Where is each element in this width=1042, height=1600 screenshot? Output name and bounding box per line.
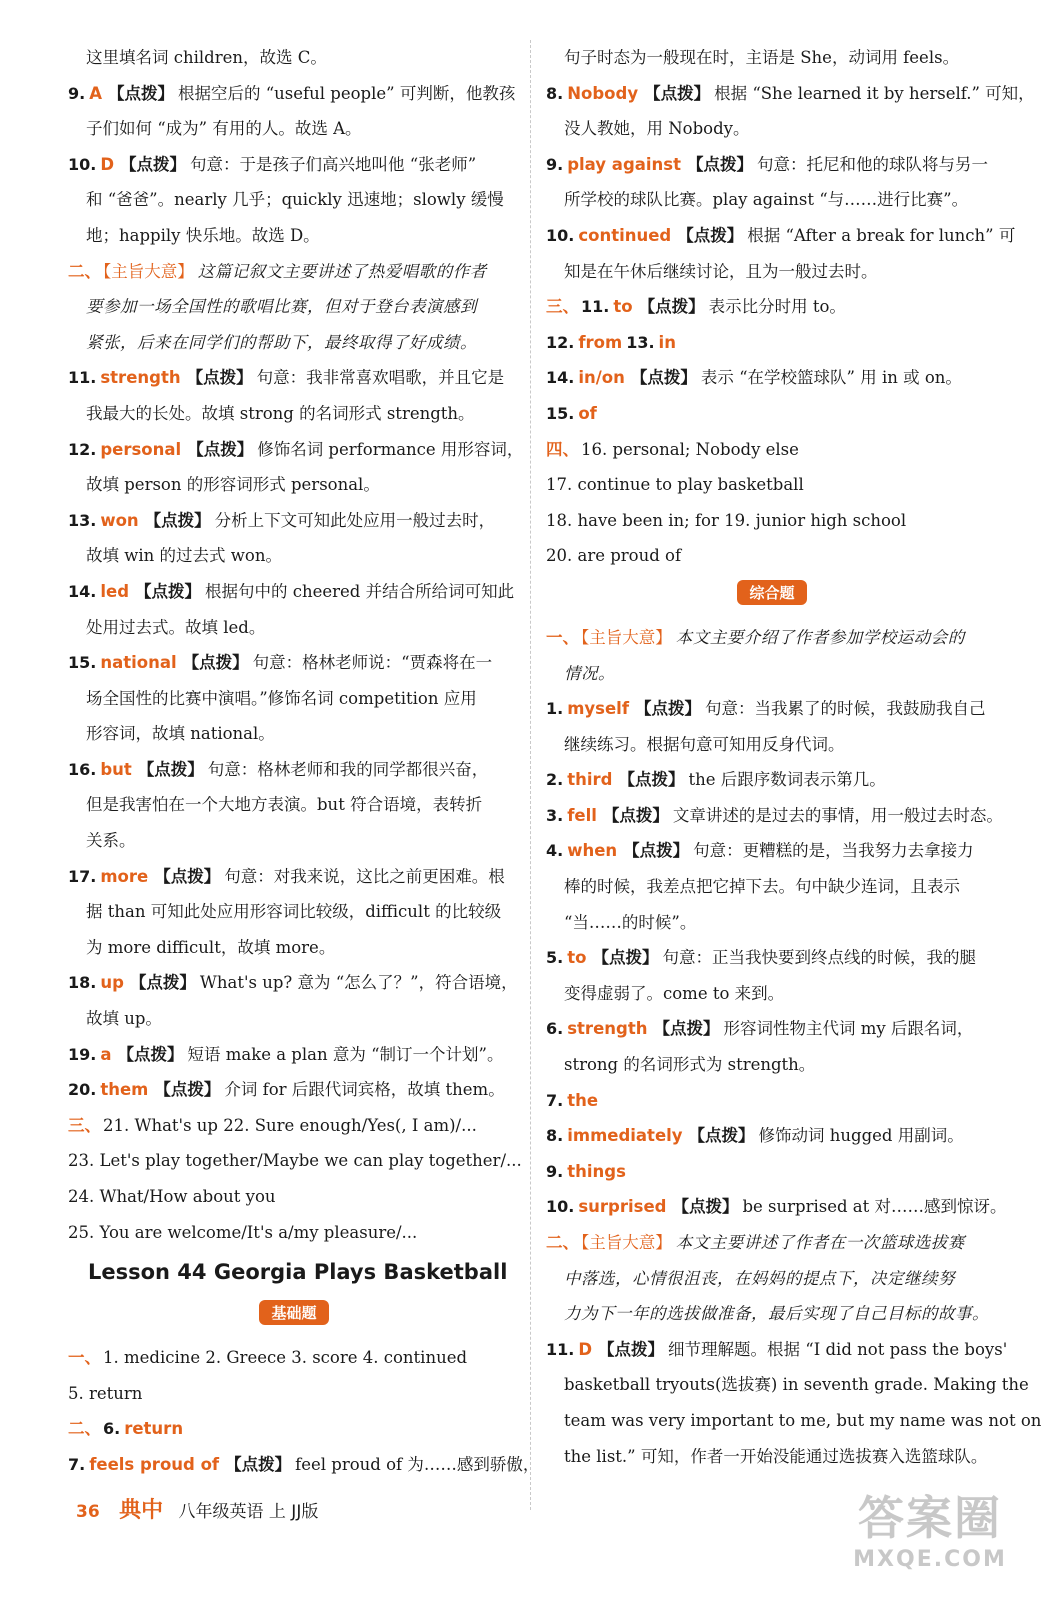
answer-key: the [567,1090,599,1110]
answer-line [68,325,520,361]
section-number: 三、 [68,1115,101,1135]
answer-line [546,1154,998,1190]
answer-line [68,182,520,218]
line-text: 句意：于是孩子们高兴地叫他 “张老师” [190,154,477,174]
answer-line [68,1143,520,1179]
line-text: 这篇记叙文主要讲述了热爱唱歌的作者 [197,261,487,281]
line-text: 根据空后的 “useful people” 可判断，他教孩 [178,83,516,103]
hint-tag: 【点拨】 [187,439,254,459]
answer-key: but [100,759,132,779]
hint-tag: 【点拨】 [154,1080,221,1100]
line-text: 中落选，心情很沮丧，在妈妈的提点下，决定继续努 [564,1268,955,1288]
question-number: 12. [546,332,575,352]
answer-line [546,833,998,869]
line-text: 形容词性物主代词 my 后跟名词， [723,1019,974,1039]
answer-key: play against [567,154,682,174]
question-number: 14. [68,581,97,601]
question-number: 7. [68,1454,86,1474]
answer-line [68,574,520,610]
question-number: 12. [68,439,97,459]
answer-line [546,762,998,798]
line-text: strong 的名词形式为 strength。 [564,1055,816,1075]
section-number: 一、 [68,1348,101,1368]
question-number: 13. [68,510,97,530]
answer-line [68,787,520,823]
line-text: 17. continue to play basketball [546,475,804,495]
hint-tag: 【点拨】 [623,841,690,861]
answer-key: in/on [578,368,625,388]
question-number: 5. [546,948,564,968]
hint-tag: 【点拨】 [635,699,702,719]
answer-key: them [100,1080,149,1100]
answer-key: when [567,841,618,861]
question-number: 1. [546,699,564,719]
line-text: 句意：格林老师说：“贾森将在一 [252,653,493,673]
line-text: 地；happily 快乐地。故选 D。 [86,225,320,245]
line-text: 知是在午休后继续讨论，且为一般过去时。 [564,261,878,281]
answer-line [68,111,520,147]
answer-line [68,1072,520,1108]
answer-line [546,940,998,976]
answer-line [546,289,998,325]
answer-line [546,869,998,905]
line-text: 但是我害怕在一个大地方表演。but 符合语境，表转折 [86,795,483,815]
line-text: 句意：托尼和他的球队将与另一 [757,154,989,174]
answer-line [68,1411,520,1447]
answer-key: led [100,581,130,601]
hint-tag: 【点拨】 [598,1339,665,1359]
right-column [546,40,1042,1474]
question-number: 11. [546,1339,575,1359]
answer-line [546,1189,1007,1225]
hint-tag: 【点拨】 [182,653,249,673]
answer-line [546,1118,998,1154]
answer-key: myself [567,699,630,719]
answer-line [546,1225,998,1261]
question-number: 15. [546,403,575,423]
hint-tag: 【点拨】 [137,759,204,779]
hint-tag: 【点拨】 [129,973,196,993]
answer-line [546,182,998,218]
line-text: 本文主要介绍了作者参加学校运动会的 [675,627,965,647]
answer-key: more [100,866,149,886]
left-column [68,40,540,1483]
line-text: 细节理解题。根据 “I did not pass the boys' [668,1339,1008,1359]
answer-line [68,1340,520,1376]
hint-tag: 【点拨】 [644,83,711,103]
line-text: 修饰名词 performance 用形容词， [257,439,524,459]
section-number: 一、 [546,627,579,647]
answer-line [68,1108,520,1144]
question-number: 10. [546,1197,575,1217]
line-text: 故填 win 的过去式 won。 [86,546,282,566]
answer-line [68,147,520,183]
answer-line [68,360,520,396]
line-text: 变得虚弱了。come to 来到。 [564,983,785,1003]
answer-key: immediately [567,1126,683,1146]
line-text: 句意：对我来说，这比之前更困难。根 [224,866,505,886]
line-text: 短语 make a plan 意为 “制订一个计划”。 [187,1044,504,1064]
answer-key: national [100,653,177,673]
line-text: 为 more difficult，故填 more。 [86,937,336,957]
question-number: 11. [581,297,610,317]
section-badge-row [68,1294,520,1340]
answer-line [546,396,998,432]
answer-line [68,254,520,290]
answer-line [546,538,998,574]
line-text: 表示比分时用 to。 [708,297,846,317]
line-text: “当……的时候”。 [564,912,697,932]
question-number: 8. [546,83,564,103]
answer-line [546,76,1035,112]
line-text: 故填 up。 [86,1009,162,1029]
answer-line [546,218,1016,254]
section-number: 四、 [546,439,579,459]
answer-key: in [658,332,676,352]
question-number: 9. [546,154,564,174]
line-text: the 后跟序数词表示第几。 [688,770,886,790]
section-number: 二、 [68,1419,101,1439]
answer-line [546,1403,1042,1439]
answer-line [68,716,520,752]
line-text: 本文主要讲述了作者在一次篮球选拔赛 [675,1233,965,1252]
line-text: 1. medicine 2. Greece 3. score 4. continued [103,1348,468,1368]
question-number: 16. [68,759,97,779]
answer-line [68,538,520,574]
column-divider [530,40,531,1510]
line-text: be surprised at 对……感到惊讶。 [742,1197,1007,1217]
line-text: 子们如何 “成为” 有用的人。故选 A。 [86,119,362,139]
section-number: 二、 [68,261,101,281]
section-badge: 基础题 [259,1300,328,1325]
line-text: 介词 for 后跟代词宾格，故填 them。 [224,1080,505,1100]
line-text: 句子时态为一般现在时，主语是 She，动词用 feels。 [564,48,960,67]
line-text: 23. Let's play together/Maybe we can play together/... [68,1151,522,1171]
answer-line [546,1296,998,1332]
question-number: 18. [68,973,97,993]
section-badge-row [546,574,998,620]
hint-tag: 【点拨】 [225,1454,292,1474]
answer-line [546,1047,998,1083]
section-badge: 综合题 [737,580,806,605]
answer-line [546,976,998,1012]
answer-line [68,396,520,432]
hint-tag: 【点拨】 [144,510,211,530]
answer-key: to [567,948,587,968]
answer-line [546,40,998,76]
hint-tag: 【点拨】 [630,368,697,388]
question-number: 10. [546,225,575,245]
line-text: 情况。 [564,663,615,683]
watermark-url: MXQE.COM [853,1547,1007,1572]
answer-line [68,645,520,681]
section-number: 二、 [546,1233,579,1252]
answer-key: continued [578,225,672,245]
line-text: team was very important to me, but my name was not on [564,1410,1042,1430]
answer-line [546,1367,1029,1403]
answer-line [68,610,520,646]
answer-key: Nobody [567,83,639,103]
line-text: 场全国性的比赛中演唱。”修饰名词 competition 应用 [86,688,477,708]
line-text: 句意：格林老师和我的同学都很兴奋， [207,759,489,779]
line-text: 所学校的球队比赛。play against “与……进行比赛”。 [564,190,969,210]
hint-tag: 【点拨】 [602,805,669,825]
answer-line [546,656,998,692]
hint-tag: 【点拨】 [677,225,744,245]
answer-key: from [578,332,623,352]
line-text: 我最大的长处。故填 strong 的名词形式 strength。 [86,403,475,423]
line-text: 处用过去式。故填 led。 [86,617,266,637]
hint-tag: 【点拨】 [108,83,174,103]
main-idea-tag: 【主旨大意】 [103,261,194,281]
question-number: 20. [68,1080,97,1100]
hint-tag: 【点拨】 [618,770,685,790]
hint-tag: 【点拨】 [592,948,659,968]
question-number: 19. [68,1044,97,1064]
line-text: 和 “爸爸”。nearly 几乎；quickly 迅速地；slowly 缓慢 [86,190,504,210]
answer-line [68,894,520,930]
question-number: 6. [103,1419,121,1439]
answer-key: feels proud of [89,1454,220,1474]
book-title: 八年级英语 上 JJ版 [178,1502,319,1522]
line-text: 要参加一场全国性的歌唱比赛，但对于登台表演感到 [86,297,477,317]
answer-line [546,691,998,727]
watermark-text: 答案圈 [858,1491,1002,1545]
hint-tag: 【点拨】 [120,154,187,174]
answer-line [68,752,520,788]
section-number: 三、 [546,297,579,317]
watermark-logo [842,1488,1018,1588]
question-number: 7. [546,1090,564,1110]
line-text: 句意：更糟糕的是，当我努力去拿接力 [693,841,974,861]
line-text: basketball tryouts(选拔赛) in seventh grade. Making the [564,1375,1029,1395]
answer-line [68,681,520,717]
line-text: 力为下一年的选拔做准备，最后实现了自己目标的故事。 [564,1304,989,1324]
answer-line [546,325,998,361]
answer-line [546,467,998,503]
answer-key: to [613,297,633,317]
line-text: 表示 “在学校篮球队” 用 in 或 on。 [700,368,962,388]
hint-tag: 【点拨】 [687,154,754,174]
hint-tag: 【点拨】 [117,1044,184,1064]
answer-line [68,218,520,254]
answer-line [546,503,998,539]
answer-line [68,859,520,895]
answer-line [546,1083,998,1119]
answer-line [68,823,520,859]
answer-line [546,1439,998,1475]
line-text: 分析上下文可知此处应用一般过去时， [214,510,496,530]
question-number: 4. [546,841,564,861]
line-text: 修饰动词 hugged 用副词。 [758,1126,964,1146]
question-number: 17. [68,866,97,886]
answer-key: up [100,973,124,993]
answer-key: surprised [578,1197,667,1217]
line-text: 关系。 [86,831,136,851]
answer-key: fell [567,805,597,825]
line-text: 句意：正当我快要到终点线的时候，我的腿 [662,948,976,968]
question-number: 9. [546,1161,564,1181]
answer-key: things [567,1161,626,1181]
answer-key: D [100,154,115,174]
line-text: 句意：我非常喜欢唱歌，并且它是 [256,368,505,388]
line-text: 16. personal; Nobody else [581,439,799,459]
answer-line [68,432,524,468]
answer-key: personal [100,439,182,459]
answer-line [68,1447,540,1483]
question-number: 2. [546,770,564,790]
question-number: 11. [68,368,97,388]
answer-line [546,905,998,941]
answer-line [68,503,520,539]
question-number: 8. [546,1126,564,1146]
question-number: 3. [546,805,564,825]
answer-line [68,1215,520,1251]
answer-line [68,76,520,112]
answer-line [68,467,520,503]
lesson-heading: Lesson 44 Georgia Plays Basketball [88,1260,508,1285]
answer-key: D [578,1339,593,1359]
answer-key: return [124,1419,184,1439]
question-number: 13. [626,332,655,352]
line-text: 18. have been in; for 19. junior high school [546,510,907,530]
question-number: 10. [68,154,97,174]
answer-line [546,111,998,147]
line-text: 这里填名词 children，故选 C。 [86,48,327,67]
line-text: What's up? 意为 “怎么了？”，符合语境， [199,973,518,993]
answer-key: third [567,770,613,790]
line-text: 文章讲述的是过去的事情，用一般过去时态。 [672,805,1003,825]
main-idea-tag: 【主旨大意】 [581,1233,672,1252]
line-text: 没人教她，用 Nobody。 [564,119,750,139]
answer-line [546,254,998,290]
answer-line [546,360,998,396]
line-text: 继续练习。根据句意可知用反身代词。 [564,734,845,754]
line-text: 5. return [68,1383,143,1403]
answer-line [68,40,520,76]
line-text: 20. are proud of [546,546,682,566]
line-text: 根据 “After a break for lunch” 可 [747,225,1016,245]
answer-key: a [100,1044,112,1064]
hint-tag: 【点拨】 [672,1197,739,1217]
hint-tag: 【点拨】 [688,1126,755,1146]
answer-key: won [100,510,139,530]
question-number: 14. [546,368,575,388]
hint-tag: 【点拨】 [135,581,202,601]
line-text: 故填 person 的形容词形式 personal。 [86,475,380,495]
answer-line [546,432,998,468]
line-text: 棒的时候，我差点把它掉下去。句中缺少连词，且表示 [564,877,960,897]
question-number: 15. [68,653,97,673]
line-text: 根据 “She learned it by herself.” 可知， [714,83,1035,103]
answer-line [546,727,998,763]
answer-line [68,930,520,966]
hint-tag: 【点拨】 [638,297,705,317]
question-number: 6. [546,1019,564,1039]
hint-tag: 【点拨】 [653,1019,720,1039]
page-footer [76,1496,318,1526]
answer-line [68,1001,520,1037]
answer-line [546,1332,1008,1368]
answer-line [546,798,1003,834]
line-text: 根据句中的 cheered 并结合所给词可知此 [205,581,515,601]
line-text: 紧张，后来在同学们的帮助下，最终取得了好成绩。 [86,332,477,352]
hint-tag: 【点拨】 [186,368,253,388]
answer-line [546,1261,998,1297]
answer-key: strength [100,368,181,388]
brand-logo: 典中 [119,1498,164,1523]
page-number: 36 [76,1502,100,1522]
line-text: 形容词，故填 national。 [86,724,275,744]
answer-line [68,965,520,1001]
answer-key: of [578,403,597,423]
answer-line [546,1011,998,1047]
line-text: 25. You are welcome/It's a/my pleasure/... [68,1222,418,1242]
answer-key: strength [567,1019,648,1039]
line-text: feel proud of 为……感到骄傲， [295,1454,540,1474]
line-text: 句意：当我累了的时候，我鼓励我自己 [705,699,986,719]
answer-line [68,1179,520,1215]
answer-line [546,620,998,656]
main-idea-tag: 【主旨大意】 [581,627,672,647]
question-number: 9. [68,83,86,103]
line-text: 24. What/How about you [68,1187,276,1206]
answer-key: A [89,83,102,103]
answer-line [68,1376,520,1412]
answer-line [68,1037,520,1073]
hint-tag: 【点拨】 [154,866,221,886]
line-text: the list.” 可知，作者一开始没能通过选拔赛入选篮球队。 [564,1446,988,1466]
answer-line [546,147,998,183]
line-text: 21. What's up 22. Sure enough/Yes(, I am)/... [103,1115,477,1135]
line-text: 据 than 可知此处应用形容词比较级，difficult 的比较级 [86,902,502,922]
answer-line [68,289,520,325]
